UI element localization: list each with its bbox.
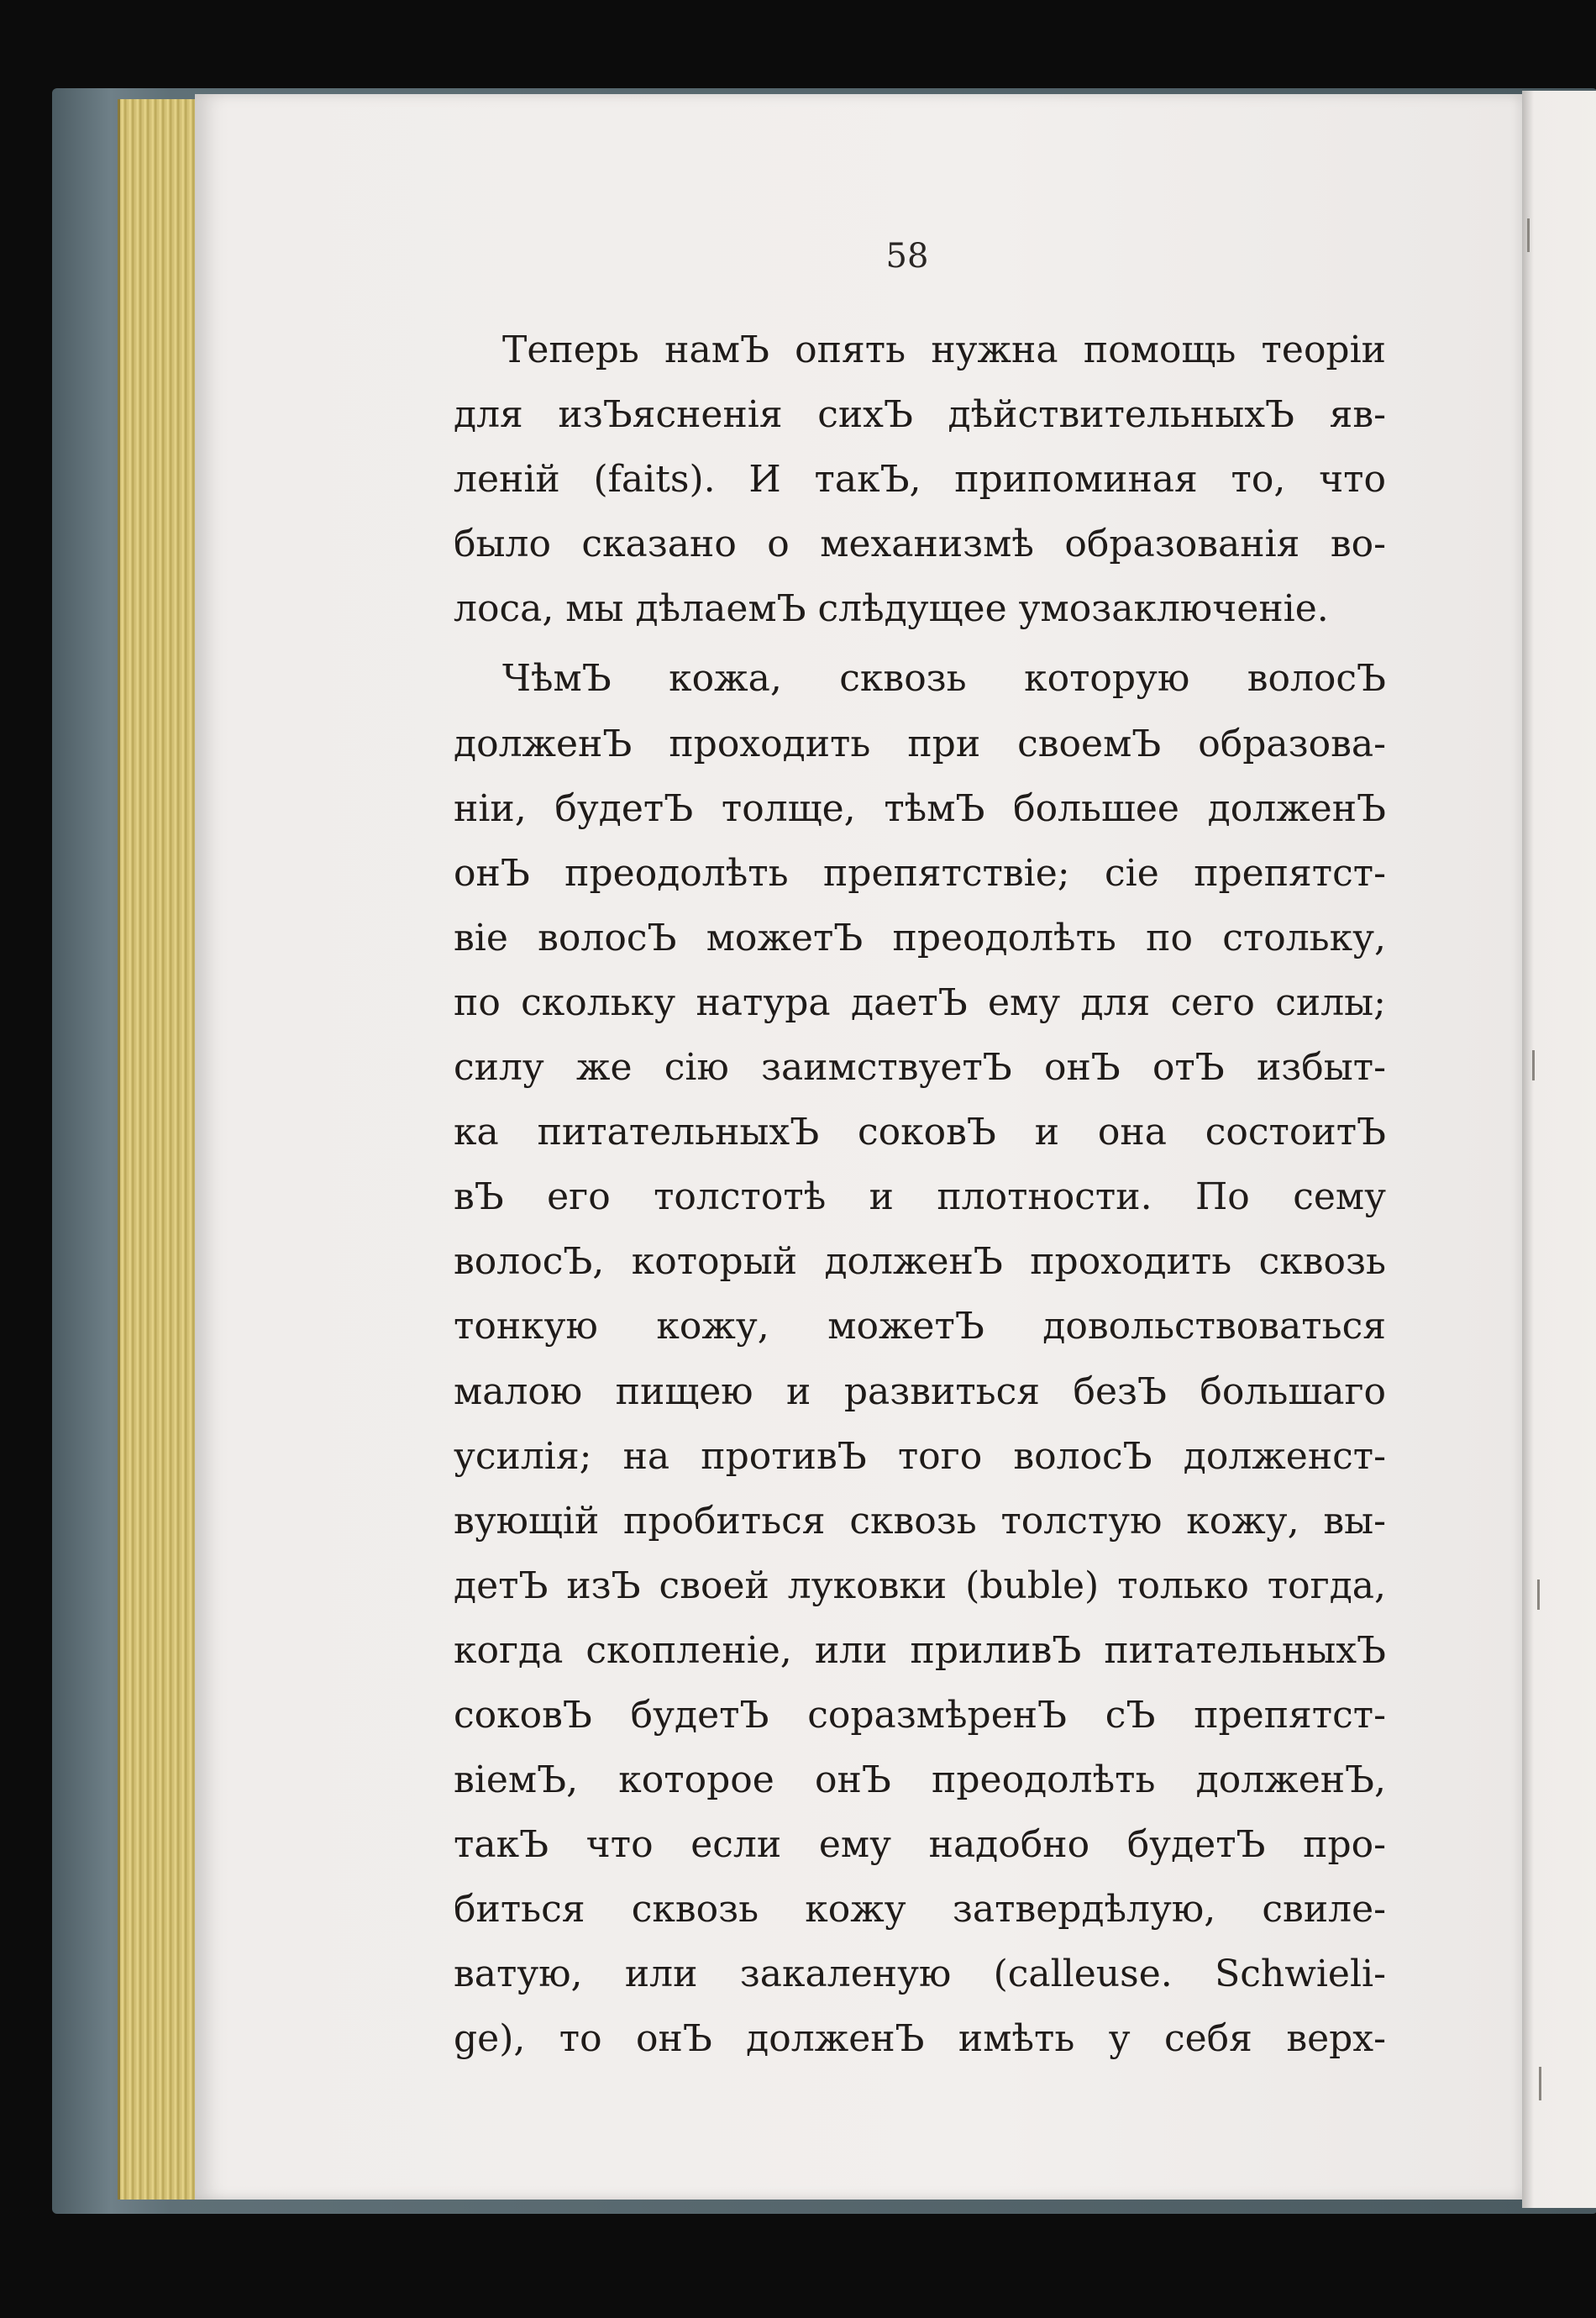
margin-mark xyxy=(1537,1579,1540,1610)
text-line: вующій пробиться сквозь толстую кожу, вы- xyxy=(454,1499,1386,1543)
page-edges xyxy=(118,99,204,2200)
margin-mark xyxy=(1527,218,1530,252)
text-line: такЪ что если ему надобно будетЪ про- xyxy=(454,1823,1386,1867)
text-line: Теперь намЪ опять нужна помощь теоріи xyxy=(502,329,1386,371)
text-line: ge), то онЪ долженЪ имѣть у себя верх- xyxy=(454,2017,1386,2061)
text-line: віемЪ, которое онЪ преодолѣть долженЪ, xyxy=(454,1758,1386,1802)
text-line: ЧѣмЪ кожа, сквозь которую волосЪ xyxy=(502,657,1386,701)
text-line: малою пищею и развиться безЪ большаго xyxy=(454,1369,1386,1413)
text-line: соковЪ будетЪ соразмѣренЪ сЪ препятст- xyxy=(454,1693,1386,1737)
text-line: ка питательныхЪ соковЪ и она состоитЪ xyxy=(454,1111,1386,1154)
text-line: было сказано о механизмѣ образованія во- xyxy=(454,523,1386,566)
margin-mark xyxy=(1539,2067,1541,2100)
text-line: леній (faits). И такЪ, припоминая то, что xyxy=(454,458,1386,502)
text-line: когда скопленіе, или приливЪ питательныхЪ xyxy=(454,1628,1386,1672)
text-line: силу же сію заимствуетЪ онЪ отЪ избыт- xyxy=(454,1046,1386,1090)
text-line: лоса, мы дѣлаемЪ слѣдущее умозаключеніе. xyxy=(454,587,1329,631)
text-line: волосЪ, который долженЪ проходить сквозь xyxy=(454,1240,1386,1284)
facing-page-edge xyxy=(1522,91,1596,2208)
text-line: долженЪ проходить при своемЪ образова- xyxy=(454,722,1386,765)
text-line: усилія; на противЪ того волосЪ долженст- xyxy=(454,1434,1386,1478)
text-line: вЪ его толстотѣ и плотности. По сему xyxy=(454,1175,1386,1219)
text-line: віе волосЪ можетЪ преодолѣть по стольку, xyxy=(454,916,1386,959)
margin-mark xyxy=(1532,1050,1535,1080)
text-line: для изЪясненія сихЪ дѣйствительныхЪ яв- xyxy=(454,393,1386,437)
text-line: детЪ изЪ своей луковки (buble) только тогда, xyxy=(454,1564,1386,1607)
text-line: онЪ преодолѣть препятствіе; сіе препятст- xyxy=(454,851,1386,895)
text-line: по скольку натура даетЪ ему для сего силы; xyxy=(454,980,1386,1024)
text-line: ватую, или закаленую (calleuse. Schwieli- xyxy=(454,1953,1386,1996)
body-text xyxy=(454,318,1386,2072)
text-line: тонкую кожу, можетЪ довольствоваться xyxy=(454,1305,1386,1348)
text-line: ніи, будетЪ толще, тѣмЪ большее долженЪ xyxy=(454,786,1386,830)
page-number: 58 xyxy=(885,237,929,276)
text-line: биться сквозь кожу затвердѣлую, свиле- xyxy=(454,1888,1386,1932)
